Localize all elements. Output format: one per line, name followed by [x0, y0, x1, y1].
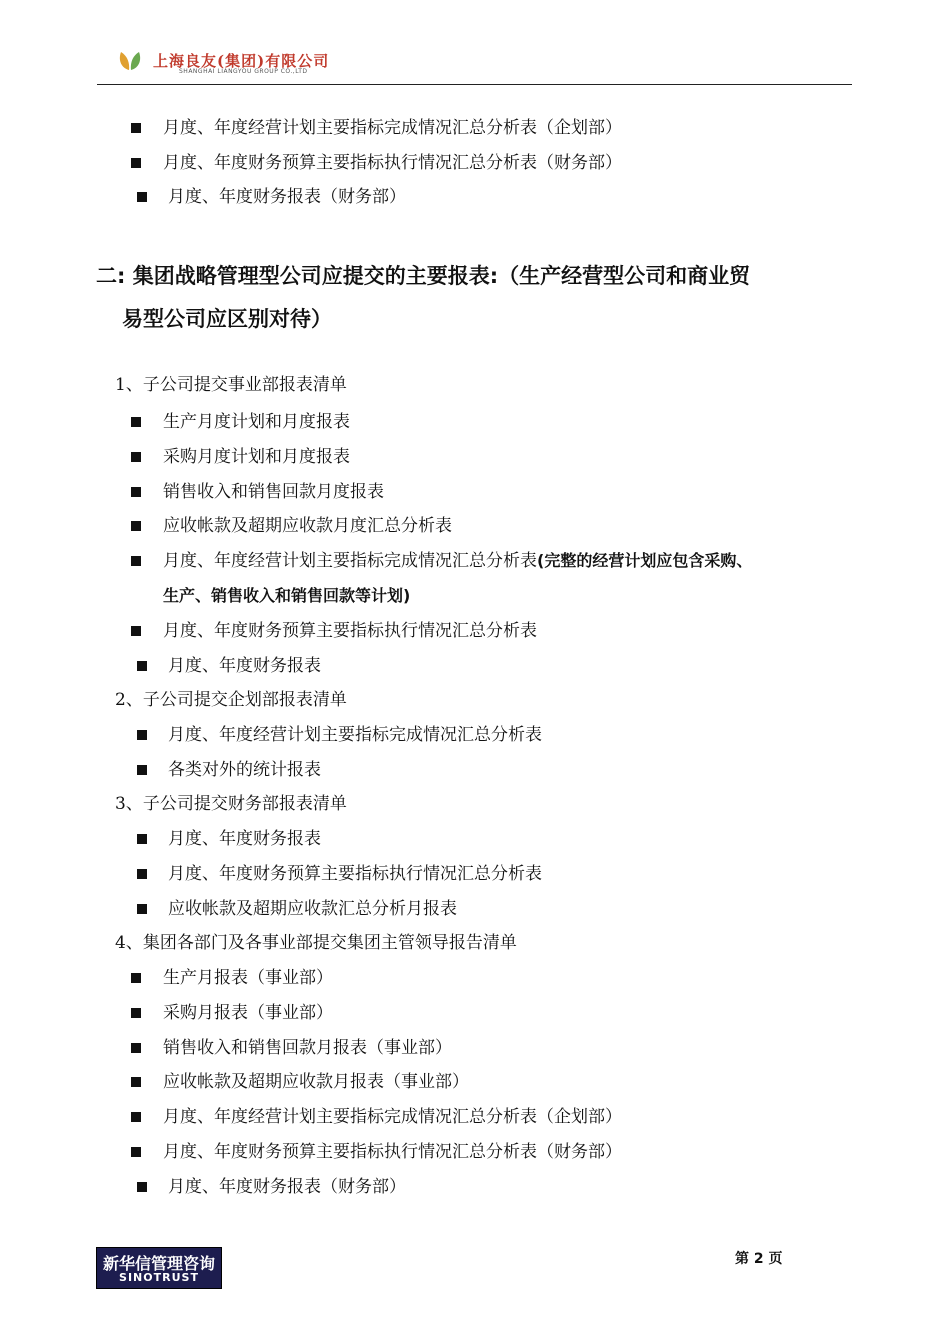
list-item: 月度、年度财务报表（财务部） [168, 1177, 406, 1197]
bullet-icon [131, 452, 141, 462]
list-item: 月度、年度经营计划主要指标完成情况汇总分析表（企划部） [163, 118, 622, 138]
bullet-icon [137, 192, 147, 202]
list-item: 应收帐款及超期应收款月报表（事业部） [163, 1072, 469, 1092]
bullet-icon [131, 487, 141, 497]
bullet-icon [131, 626, 141, 636]
list-item: 销售收入和销售回款月报表（事业部） [163, 1038, 452, 1058]
list-item: 销售收入和销售回款月度报表 [163, 482, 384, 502]
bullet-icon [131, 521, 141, 531]
subsection-title: 4、集团各部门及各事业部提交集团主管领导报告清单 [115, 933, 517, 953]
list-item [163, 550, 752, 572]
list-item: 采购月报表（事业部） [163, 1003, 333, 1023]
list-item: 生产月度计划和月度报表 [163, 412, 350, 432]
bullet-icon [137, 834, 147, 844]
list-item: 月度、年度经营计划主要指标完成情况汇总分析表 [168, 725, 542, 745]
subsection-title: 2、子公司提交企划部报表清单 [115, 690, 347, 710]
page-number: 第 2 页 [735, 1251, 783, 1267]
footer-logo [96, 1247, 222, 1289]
list-item-note-cont: 生产、销售收入和销售回款等计划) [163, 586, 411, 605]
bullet-icon [131, 1147, 141, 1157]
list-item: 月度、年度财务预算主要指标执行情况汇总分析表 [168, 864, 542, 884]
bullet-icon [131, 417, 141, 427]
company-name-en: SHANGHAI LIANGYOU GROUP CO.,LTD [179, 68, 308, 75]
page-header [97, 40, 852, 86]
bullet-icon [137, 661, 147, 671]
bullet-icon [131, 556, 141, 566]
bullet-icon [131, 1043, 141, 1053]
list-item: 月度、年度经营计划主要指标完成情况汇总分析表（企划部） [163, 1107, 622, 1127]
list-item: 应收帐款及超期应收款月度汇总分析表 [163, 516, 452, 536]
list-item: 月度、年度财务报表 [168, 829, 321, 849]
bullet-icon [137, 904, 147, 914]
list-item: 应收帐款及超期应收款汇总分析月报表 [168, 899, 457, 919]
leaf-logo-icon [117, 48, 143, 72]
list-item-note: (完整的经营计划应包含采购、 [537, 551, 753, 570]
footer-logo-cn: 新华信管理咨询 [102, 1254, 215, 1273]
bullet-icon [131, 1077, 141, 1087]
list-item: 月度、年度财务预算主要指标执行情况汇总分析表 [163, 621, 537, 641]
bullet-icon [137, 730, 147, 740]
bullet-icon [137, 765, 147, 775]
list-item: 生产月报表（事业部） [163, 968, 333, 988]
bullet-icon [137, 1182, 147, 1192]
footer-logo-en: SINOTRUST [119, 1271, 199, 1284]
list-item: 月度、年度财务报表 [168, 656, 321, 676]
bullet-icon [131, 123, 141, 133]
bullet-icon [137, 869, 147, 879]
subsection-title: 3、子公司提交财务部报表清单 [115, 794, 347, 814]
subsection-title: 1、子公司提交事业部报表清单 [115, 375, 347, 395]
section-heading: 二: 集团战略管理型公司应提交的主要报表:（生产经营型公司和商业贸 [96, 264, 751, 288]
bullet-icon [131, 973, 141, 983]
list-item: 各类对外的统计报表 [168, 760, 321, 780]
list-item: 月度、年度财务预算主要指标执行情况汇总分析表（财务部） [163, 153, 622, 173]
list-item: 采购月度计划和月度报表 [163, 447, 350, 467]
list-item: 月度、年度财务报表（财务部） [168, 187, 406, 207]
header-divider [97, 84, 852, 85]
list-item-text: 月度、年度经营计划主要指标完成情况汇总分析表 [163, 551, 537, 571]
bullet-icon [131, 1112, 141, 1122]
list-item: 月度、年度财务预算主要指标执行情况汇总分析表（财务部） [163, 1142, 622, 1162]
company-name-cn: 上海良友(集团)有限公司 [153, 52, 330, 70]
section-heading-cont: 易型公司应区别对待） [122, 307, 332, 331]
bullet-icon [131, 1008, 141, 1018]
bullet-icon [131, 158, 141, 168]
